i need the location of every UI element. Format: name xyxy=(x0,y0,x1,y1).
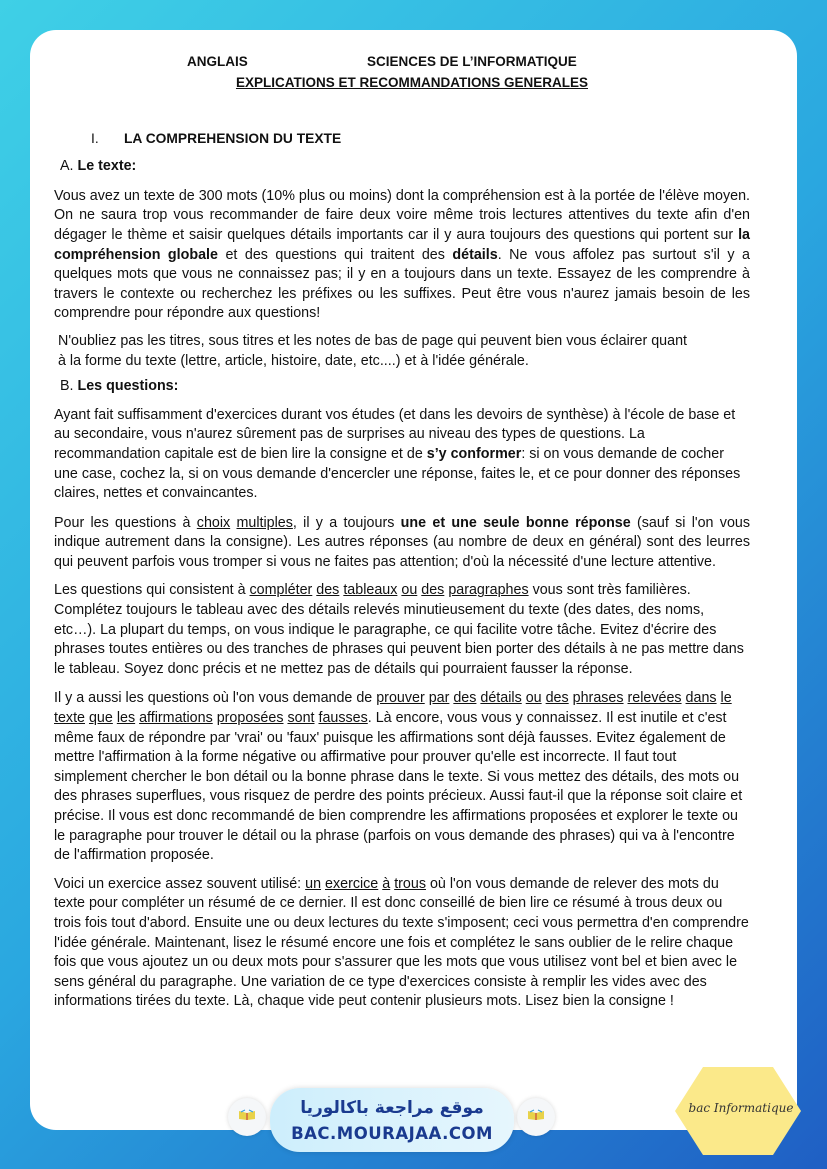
underlined-word: les xyxy=(116,710,136,727)
subsection-letter: B. xyxy=(60,378,74,395)
site-logo-right xyxy=(517,1098,555,1136)
bold-run: la compréhension globale xyxy=(54,226,750,263)
subject-label: ANGLAIS xyxy=(187,54,248,69)
underlined-word: trous xyxy=(394,875,426,892)
underlined-word: ou xyxy=(525,690,542,707)
underlined-word: prouver xyxy=(376,690,425,707)
underlined-word: des xyxy=(453,690,477,707)
underlined-word: sont xyxy=(287,710,315,727)
bold-run: une et une seule bonne réponse xyxy=(400,514,631,531)
underlined-word: dans xyxy=(685,690,717,707)
subsection-title: Les questions: xyxy=(77,378,179,395)
subsection-title: Le texte: xyxy=(77,158,137,175)
underlined-word: par xyxy=(428,690,450,707)
text-line: N'oubliez pas les titres, sous titres et les notes de bas de page qui peuvent bien vous éclairer quant xyxy=(58,332,687,349)
subsection-letter: A. xyxy=(60,158,74,175)
text-run: où l'on vous demande de relever des mots du texte pour compléter un résumé de ce dernier. Il est donc conseillé de bien lire ce résumé à trous deux ou trois fois tout d'abord. Ensuite une ou deux lectures du texte s'imposent; ceci vous permettra d'en comprendre l'idée générale. Maintenant, lisez le résumé encore une fois et complétez le sans oublier de le relire chaque fois que vous ajoutez un ou deux mots pour s'assurer que les mots que vous utilisez vont bel et bien avec le sens général du paragraphe. Une variation de ce type d'exercices consiste à remplir les vides avec des informations tirées du texte. Là, chaque vide peut contenir plusieurs mots. Lisez bien la consigne ! xyxy=(54,875,749,1010)
underlined-word: multiples xyxy=(236,514,293,531)
document-content xyxy=(54,52,750,1012)
section-heading xyxy=(54,129,750,149)
text-run: Voici un exercice assez souvent utilisé: xyxy=(54,875,306,892)
underlined-word: proposées xyxy=(216,710,284,727)
underlined-word: affirmations xyxy=(139,710,213,727)
paragraph-questions-5 xyxy=(54,875,750,1012)
section-number: I. xyxy=(91,130,99,146)
bold-run: détails xyxy=(452,246,498,263)
text-line: à la forme du texte (lettre, article, histoire, date, etc....) et à l'idée générale. xyxy=(58,352,529,369)
text-run: et des questions qui traitent des xyxy=(217,246,453,263)
underlined-word: choix xyxy=(196,514,231,531)
book-icon xyxy=(238,1109,256,1120)
text-run: Il y a aussi les questions où l'on vous demande de xyxy=(54,690,377,707)
text-run: (sauf si l'on vous indique autrement dans la consigne). Les autres réponses (au nombre de deux en général) sont des leurres qui peuvent parfois vous tromper si vous ne faites pas attention; d'où la nécessité d'une lecture attentive. xyxy=(54,514,750,570)
field-label: SCIENCES DE L’INFORMATIQUE xyxy=(367,54,577,69)
text-run: Pour les questions à xyxy=(54,514,197,531)
underlined-word: fausses xyxy=(318,710,368,727)
subsection-a-heading xyxy=(54,157,750,177)
text-run: Les questions qui consistent à xyxy=(54,582,250,599)
paragraph-texte-2 xyxy=(54,332,750,371)
underlined-word: à xyxy=(382,875,391,892)
text-run: , il y a toujours xyxy=(292,514,401,531)
underlined-word: des xyxy=(545,690,569,707)
underlined-word: relevées xyxy=(627,690,682,707)
underlined-word: des xyxy=(316,582,340,599)
section-title: LA COMPREHENSION DU TEXTE xyxy=(124,130,342,146)
site-logo-left xyxy=(228,1098,266,1136)
paragraph-questions-1 xyxy=(54,406,750,504)
underlined-word: un xyxy=(305,875,322,892)
text-run: : si on vous demande de cocher une case, cochez la, si on vous demande d'encercler une réponse, faites le, et ce pour donner des réponses claires, nettes et convaincantes. xyxy=(54,445,741,502)
underlined-word: compléter xyxy=(249,582,313,599)
underlined-word: des xyxy=(421,582,445,599)
bac-informatique-badge xyxy=(673,1063,803,1159)
paragraph-questions-2 xyxy=(54,514,750,573)
text-run: Ayant fait suffisamment d'exercices durant vos études (et dans les devoirs de synthèse) à l'école de base et au secondaire, vous n'aurez sûrement pas de surprises au niveau des types de questions. La recommandation capitale est de bien lire la consigne et de xyxy=(54,406,736,462)
document-title: EXPLICATIONS ET RECOMMANDATIONS GENERALES xyxy=(235,75,588,90)
bold-run: s’y conformer xyxy=(426,445,522,462)
header-line xyxy=(54,52,750,72)
underlined-word: tableaux xyxy=(343,582,398,599)
text-run: . Là encore, vous vous y connaissez. Il est inutile et c'est même faux de répondre par 'vrai' ou 'faux' puisque les affirmations sont déjà fausses. Evitez également de mettre l'affirmation à la forme négative ou affirmative pour prouver qu'elle est incorrecte. Il faut tout simplement chercher le bon détail ou la bonne phrase dans le texte. Si vous mettez des détails, des mots ou des phrases superflues, vous risquez de perdre des points précieux. Aussi faut-il que la réponse soit claire et précise. Il vous est donc recommandé de bien comprendre les affirmations proposées et explorer le texte ou le paragraphe pour trouver le détail ou la phrase (parfois on vous demande des phrases) qui va à l'encontre de l'affirmation proposée. xyxy=(54,710,743,864)
underlined-word: que xyxy=(88,710,113,727)
underlined-word: détails xyxy=(480,690,522,707)
underlined-word: paragraphes xyxy=(448,582,529,599)
text-run: Vous avez un texte de 300 mots (10% plus ou moins) dont la compréhension est à la portée de l'élève moyen. On ne saura trop vous recommander de faire deux voire même trois lectures attentives du texte afin d'en dégager le thème et saisir quelques détails importants car il y aura toujours des questions qui portent sur xyxy=(54,187,750,243)
paragraph-texte-1 xyxy=(54,187,750,324)
site-brand-banner[interactable] xyxy=(270,1088,514,1152)
underlined-word: phrases xyxy=(572,690,624,707)
paragraph-questions-3 xyxy=(54,581,750,679)
paragraph-questions-4 xyxy=(54,689,750,865)
subsection-b-heading xyxy=(54,377,750,397)
book-icon xyxy=(527,1109,545,1120)
underlined-word: ou xyxy=(401,582,418,599)
badge-text: bac Informatique xyxy=(688,1101,794,1115)
site-url: BAC.MOURAJAA.COM xyxy=(291,1124,493,1143)
site-name-arabic: موقع مراجعة باكالوريا xyxy=(300,1098,484,1118)
text-run: . Ne vous affolez pas surtout s'il y a quelques mots que vous ne connaissez pas; il y en a toujours dans un texte. Essayez de les comprendre à travers le contexte ou recherchez les préfixes ou les suffixes. Peut être vous n'aurez jamais besoin de les comprendre pour répondre aux questions! xyxy=(54,246,750,322)
underlined-word: exercice xyxy=(325,875,379,892)
underlined-word: le texte xyxy=(54,690,732,727)
text-run: vous sont très familières. Complétez toujours le tableau avec des détails relevés minutieusement du texte (des dates, des noms, etc…). La plupart du temps, on vous indique le paragraphe, ce qui facilite votre tâche. Evitez d'écrire des phrases toutes entières ou des tranches de phrases qui peuvent bien porter des détails à ne pas mettre dans le tableau. Soyez donc précis et ne mettez pas de détails qui pourraient fausser la réponse. xyxy=(54,582,744,677)
